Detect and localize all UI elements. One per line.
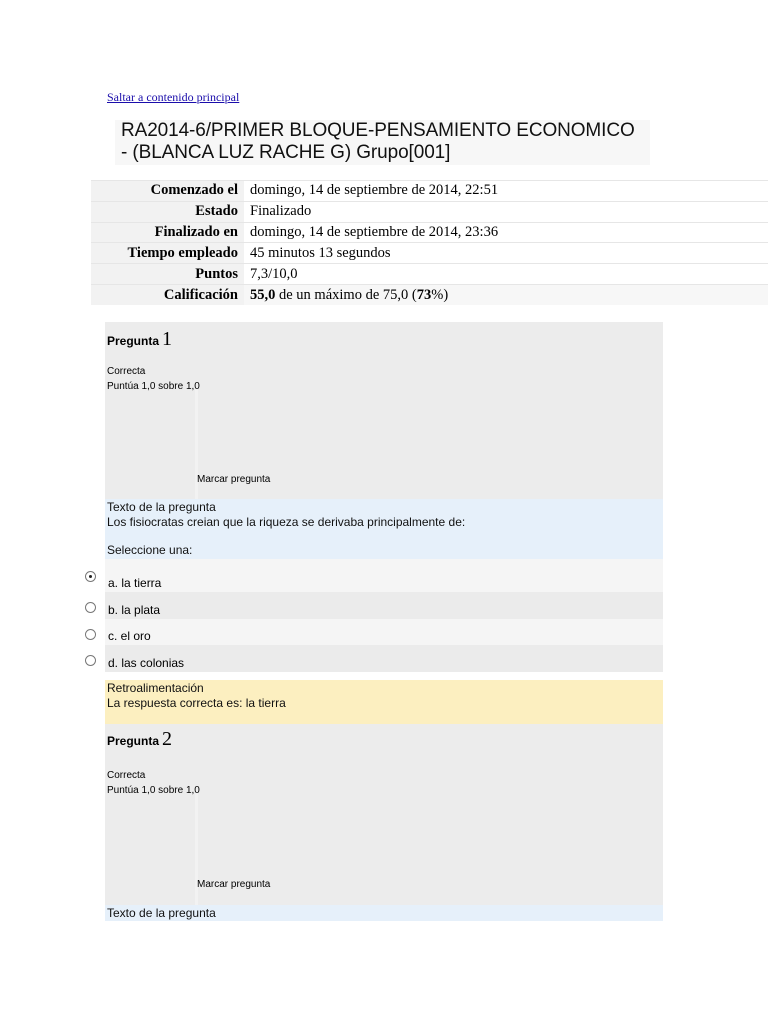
- question-1-text-box: [105, 499, 663, 559]
- answer-option[interactable]: [82, 559, 663, 592]
- grade-percent: 73: [416, 286, 432, 303]
- grade-max: de un máximo de 75,0 (: [275, 286, 417, 303]
- question-1-grade: Puntúa 1,0 sobre 1,0: [107, 381, 200, 392]
- question-label: Pregunta: [107, 334, 160, 348]
- question-number: 1: [162, 328, 173, 350]
- grade-end: %): [431, 286, 449, 303]
- summary-label: Estado: [91, 201, 244, 222]
- question-2-grade: Puntúa 1,0 sobre 1,0: [107, 785, 200, 796]
- question-2-text-box: [105, 905, 663, 921]
- question-1-answers: [82, 559, 663, 672]
- answer-radio-selected[interactable]: [85, 571, 96, 582]
- summary-row: [91, 284, 768, 305]
- question-1-prompt: Seleccione una:: [107, 543, 193, 557]
- answer-option[interactable]: [82, 592, 663, 619]
- answer-text: a. la tierra: [108, 576, 162, 590]
- quiz-title: [115, 120, 650, 165]
- summary-label: Comenzado el: [91, 181, 244, 202]
- quiz-title-line-1: RA2014-6/PRIMER BLOQUE-PENSAMIENTO ECONOMICO: [121, 120, 635, 141]
- answer-option[interactable]: [82, 645, 663, 672]
- question-2-state: Correcta: [107, 770, 146, 781]
- answer-text: c. el oro: [108, 629, 151, 644]
- summary-row: [91, 181, 768, 202]
- attempt-summary-table: [91, 180, 768, 305]
- skip-to-content-link[interactable]: Saltar a contenido principal: [107, 90, 240, 104]
- answer-radio[interactable]: [85, 602, 96, 613]
- summary-label: Calificación: [91, 284, 244, 305]
- summary-value: domingo, 14 de septiembre de 2014, 22:51: [244, 181, 768, 202]
- question-text-label: Texto de la pregunta: [107, 500, 216, 514]
- question-1-number: [107, 328, 172, 351]
- summary-label: Tiempo empleado: [91, 243, 244, 264]
- summary-row: [91, 243, 768, 264]
- summary-value: domingo, 14 de septiembre de 2014, 23:36: [244, 222, 768, 243]
- question-1-state: Correcta: [107, 366, 146, 377]
- question-label: Pregunta: [107, 734, 160, 748]
- summary-row: [91, 264, 768, 285]
- question-1-info: [105, 322, 663, 499]
- summary-value: Finalizado: [244, 201, 768, 222]
- summary-label: Puntos: [91, 264, 244, 285]
- question-2-flag-link[interactable]: Marcar pregunta: [197, 879, 271, 890]
- feedback-label: Retroalimentación: [107, 681, 204, 695]
- summary-value: 45 minutos 13 segundos: [244, 243, 768, 264]
- answer-text: b. la plata: [108, 602, 161, 617]
- summary-row: [91, 201, 768, 222]
- question-1-feedback: [105, 680, 663, 724]
- question-1-text: Los fisiocratas creian que la riqueza se derivaba principalmente de:: [107, 515, 466, 529]
- summary-label: Finalizado en: [91, 222, 244, 243]
- question-2-info: [105, 724, 663, 905]
- question-2-number: [107, 728, 172, 751]
- grade-score: 55,0: [250, 286, 276, 303]
- summary-value: 7,3/10,0: [244, 264, 768, 285]
- answer-radio[interactable]: [85, 629, 96, 640]
- feedback-text: La respuesta correcta es: la tierra: [107, 696, 286, 710]
- summary-grade-value: [244, 284, 768, 305]
- quiz-title-line-2: - (BLANCA LUZ RACHE G) Grupo[001]: [121, 142, 451, 163]
- question-1-flag-link[interactable]: Marcar pregunta: [197, 474, 271, 485]
- answer-option[interactable]: [82, 619, 663, 646]
- question-number: 2: [162, 728, 173, 750]
- question-text-label: Texto de la pregunta: [107, 906, 216, 920]
- answer-text: d. las colonias: [108, 656, 185, 671]
- summary-row: [91, 222, 768, 243]
